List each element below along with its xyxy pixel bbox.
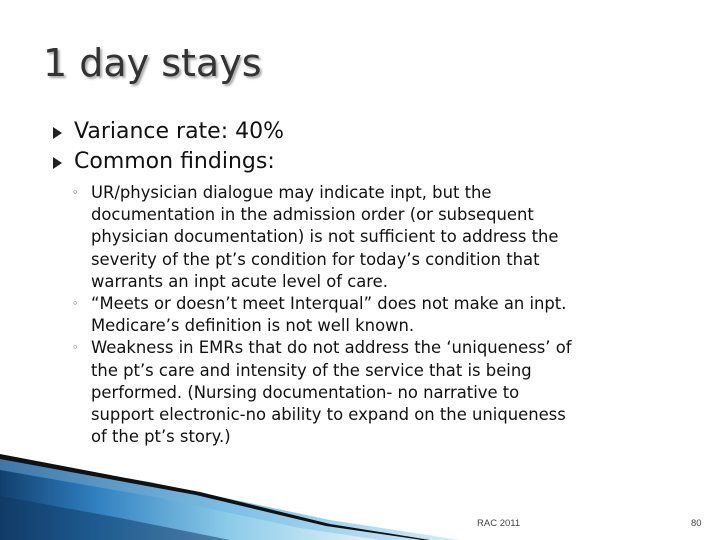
bullet-list xyxy=(52,117,702,177)
sub-bullet-line: warrants an inpt acute level of care. xyxy=(91,271,388,291)
sub-bullet-line: physician documentation) is not sufficient to address the xyxy=(91,227,559,247)
circle-bullet-icon: ◦ xyxy=(72,341,79,355)
bullet-common-findings xyxy=(52,147,702,177)
page-number: 80 xyxy=(691,518,702,529)
bullet-text: Variance rate: 40% xyxy=(74,119,285,144)
sub-bullet-line: Medicare’s definition is not well known. xyxy=(91,316,415,336)
sub-bullet-ur-dialogue xyxy=(72,182,702,293)
triangle-bullet-icon xyxy=(53,127,62,139)
sub-bullet-line: documentation in the admission order (or subsequent xyxy=(91,205,534,225)
decorative-swoosh xyxy=(0,440,720,540)
sub-bullet-line: the pt’s care and intensity of the service that is being xyxy=(91,360,532,380)
circle-bullet-icon: ◦ xyxy=(72,186,79,199)
slide-title: 1 day stays xyxy=(43,41,262,85)
sub-bullet-emr-weakness xyxy=(72,337,702,448)
circle-bullet-icon: ◦ xyxy=(72,297,79,311)
sub-bullet-line: severity of the pt’s condition for today’s condition that xyxy=(91,249,540,269)
bullet-text: Common findings: xyxy=(74,149,275,174)
bullet-variance-rate xyxy=(52,117,702,147)
triangle-bullet-icon xyxy=(53,157,62,169)
sub-bullet-line: “Meets or doesn’t meet Interqual” does not make an inpt. xyxy=(91,294,567,314)
sub-bullet-line: UR/physician dialogue may indicate inpt, but the xyxy=(91,183,492,202)
footer-label: RAC 2011 xyxy=(477,518,521,529)
sub-bullet-line: of the pt’s story.) xyxy=(91,427,231,447)
sub-bullet-interqual xyxy=(72,293,702,337)
sub-bullet-list xyxy=(72,182,702,448)
sub-bullet-line: Weakness in EMRs that do not address the ‘uniqueness’ of xyxy=(91,338,572,358)
sub-bullet-line: support electronic-no ability to expand on the uniqueness xyxy=(91,405,566,425)
sub-bullet-line: performed. (Nursing documentation- no narrative to xyxy=(91,382,520,402)
